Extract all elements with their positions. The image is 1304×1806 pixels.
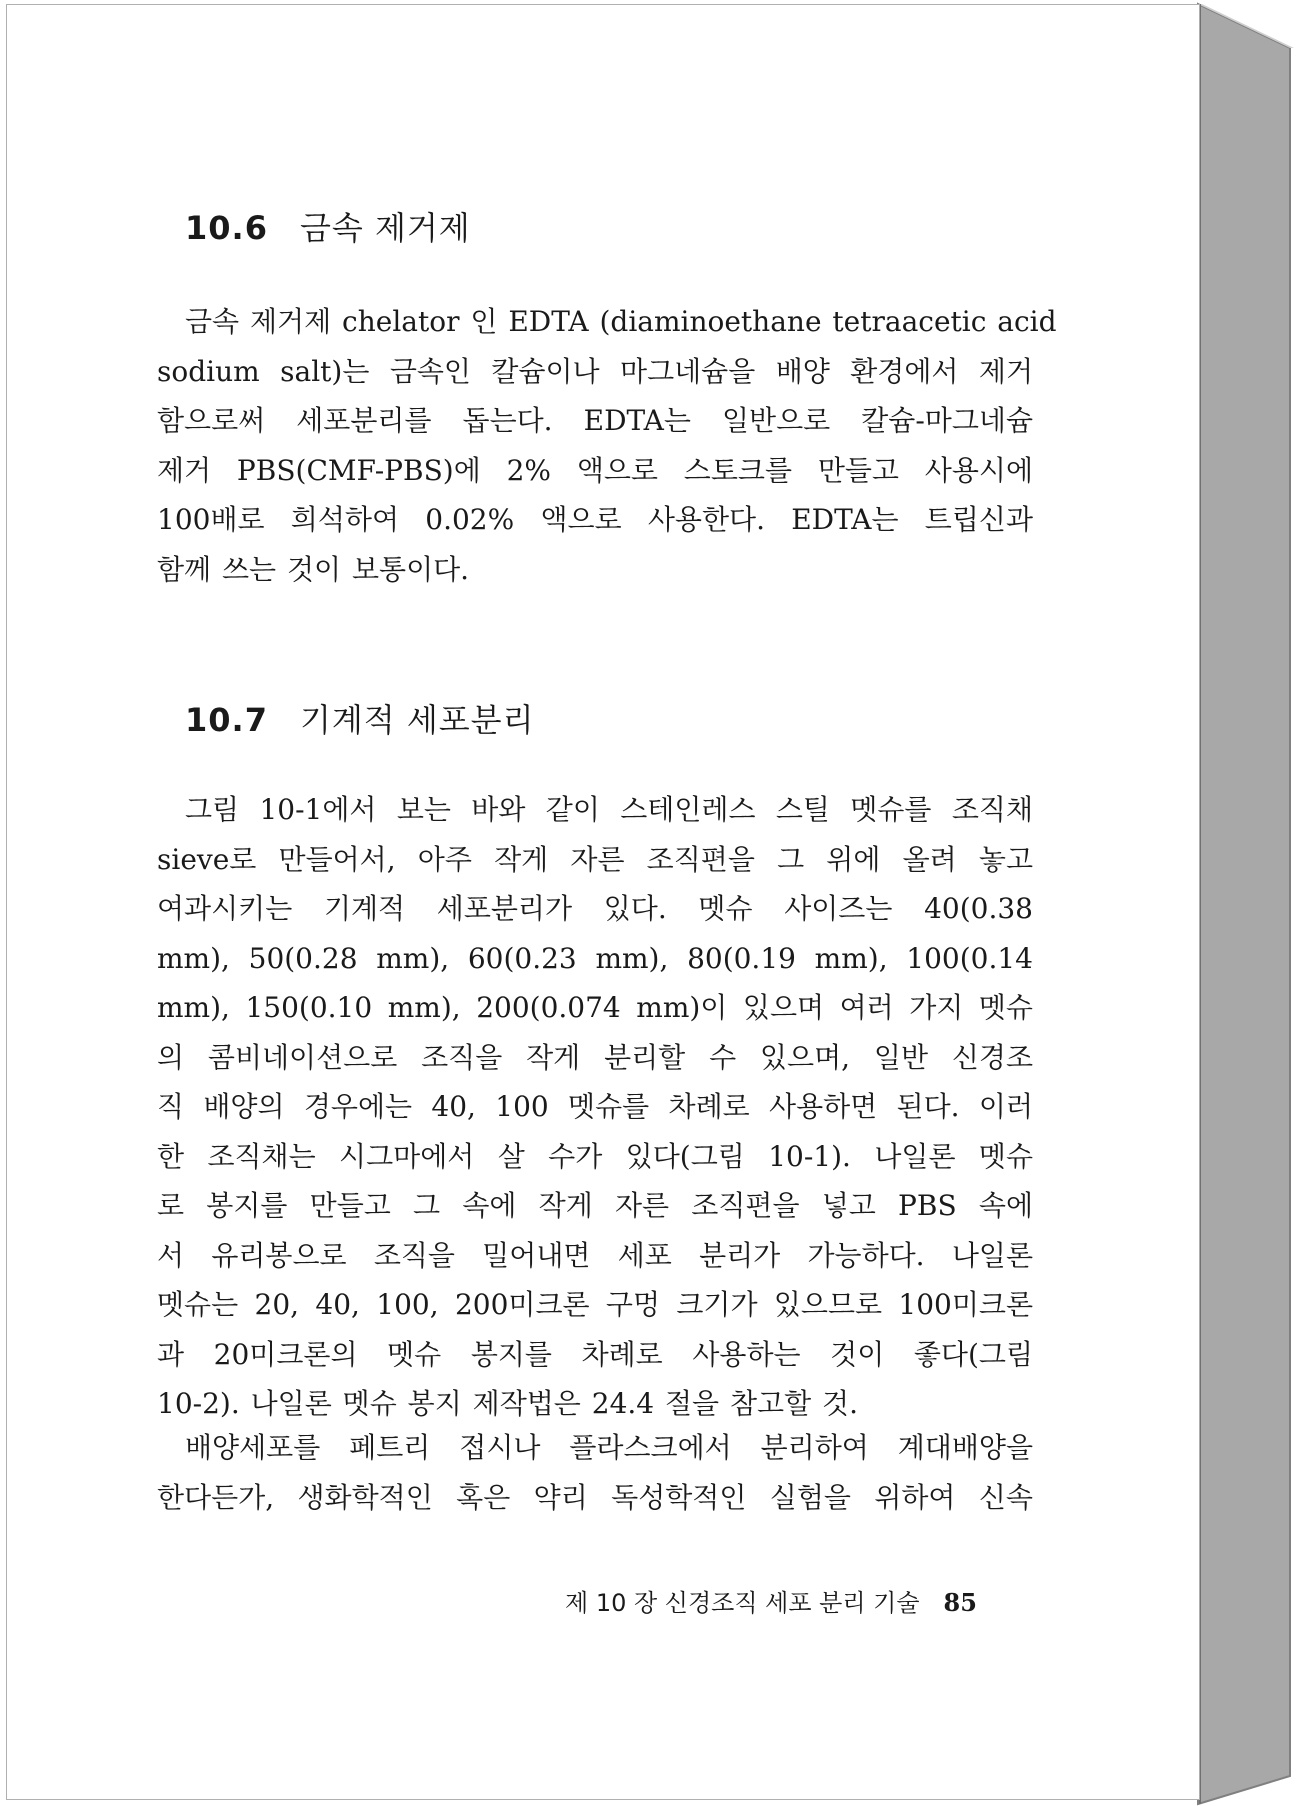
text-line: 여과시키는 기계적 세포분리가 있다. 멧슈 사이즈는 40(0.38 [157, 892, 1033, 925]
text-line: 10-2). 나일론 멧슈 봉지 제작법은 24.4 절을 참고할 것. [157, 1387, 858, 1420]
text-line: 한다든가, 생화학적인 혹은 약리 독성학적인 실험을 위하여 신속 [157, 1480, 1033, 1514]
text-line: 과 20미크론의 멧슈 봉지를 차례로 사용하는 것이 좋다(그림 [157, 1337, 1033, 1371]
text-line: 의 콤비네이션으로 조직을 작게 분리할 수 있으며, 일반 신경조 [157, 1040, 1033, 1074]
paragraph-mechanical-dissociation [157, 785, 1033, 1429]
text-line: 제거 PBS(CMF-PBS)에 2% 액으로 스토크를 만들고 사용시에 [157, 453, 1033, 487]
chapter-running-title: 제 10 장 신경조직 세포 분리 기술 [565, 1589, 920, 1617]
section-number: 10.6 [185, 209, 268, 247]
section-heading-10-6 [185, 203, 471, 249]
text-line: 한 조직채는 시그마에서 살 수가 있다(그림 10-1). 나일론 멧슈 [157, 1139, 1033, 1173]
paragraph-edta [157, 297, 1057, 594]
paragraph-subculture [157, 1423, 1033, 1522]
text-line: 서 유리봉으로 조직을 밀어내면 세포 분리가 가능하다. 나일론 [157, 1238, 1033, 1272]
text-line: sieve로 만들어서, 아주 작게 자른 조직편을 그 위에 올려 놓고 [157, 842, 1033, 876]
text-line: 금속 제거제 chelator 인 EDTA (diaminoethane tetraacetic acid [185, 305, 1057, 338]
section-title: 금속 제거제 [299, 209, 471, 247]
text-line: sodium salt)는 금속인 칼슘이나 마그네슘을 배양 환경에서 제거 [157, 354, 1033, 388]
text-line: mm), 150(0.10 mm), 200(0.074 mm)이 있으며 여러 가지 멧슈 [157, 991, 1033, 1024]
section-title: 기계적 세포분리 [299, 701, 535, 739]
text-line: 멧슈는 20, 40, 100, 200미크론 구멍 크기가 있으므로 100미크론 [157, 1288, 1033, 1321]
text-line: 함으로써 세포분리를 돕는다. EDTA는 일반으로 칼슘-마그네슘 [157, 404, 1033, 437]
section-heading-10-7 [185, 695, 535, 741]
book-page [6, 4, 1200, 1800]
text-line: 로 봉지를 만들고 그 속에 작게 자른 조직편을 넣고 PBS 속에 [157, 1189, 1033, 1222]
page-number: 85 [943, 1588, 977, 1617]
text-line: 배양세포를 페트리 접시나 플라스크에서 분리하여 계대배양을 [185, 1431, 1033, 1464]
text-line: 직 배양의 경우에는 40, 100 멧슈를 차례로 사용하면 된다. 이러 [157, 1090, 1033, 1123]
text-line: mm), 50(0.28 mm), 60(0.23 mm), 80(0.19 mm), 100(0.14 [157, 941, 1033, 975]
text-line: 함께 쓰는 것이 보통이다. [157, 552, 470, 586]
text-line: 그림 10-1에서 보는 바와 같이 스테인레스 스틸 멧슈를 조직채 [185, 793, 1033, 826]
section-number: 10.7 [185, 701, 268, 739]
text-line: 100배로 희석하여 0.02% 액으로 사용한다. EDTA는 트립신과 [157, 503, 1033, 536]
page-footer [565, 1583, 977, 1618]
